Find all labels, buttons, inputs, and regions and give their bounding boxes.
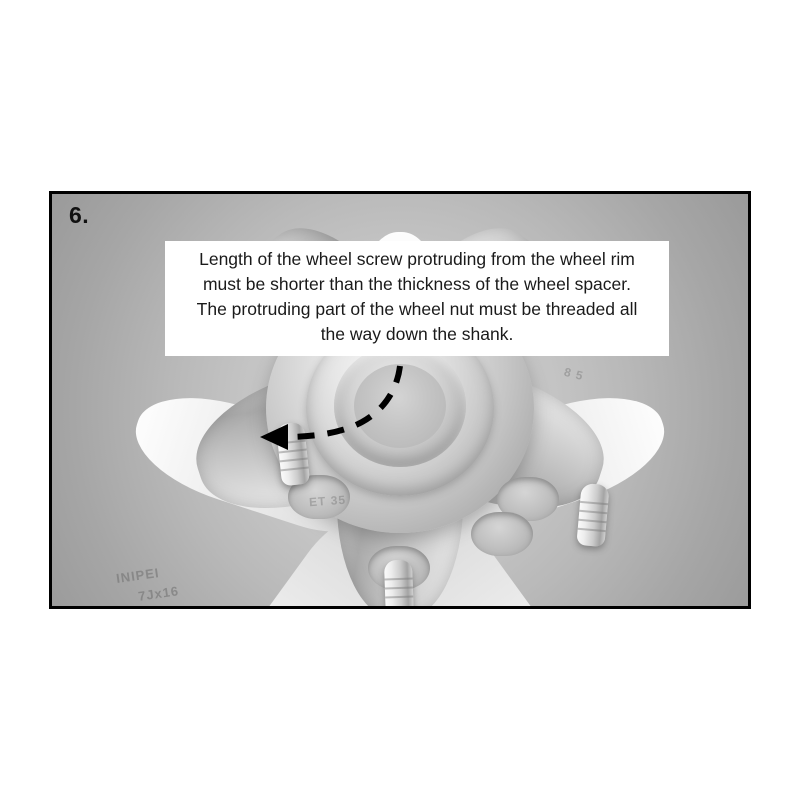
- wheel-stud: [384, 560, 414, 606]
- rim-marking-left: INIPEI: [115, 565, 161, 586]
- instruction-caption: [165, 241, 669, 356]
- wheel-hub-bore-inner: [354, 364, 446, 448]
- lug-seat: [471, 512, 533, 556]
- wheel-hub-bore: [334, 345, 466, 467]
- instruction-panel: [49, 191, 751, 609]
- step-number: 6.: [69, 202, 90, 228]
- rim-marking-left-secondary: 7Jx16: [137, 583, 180, 604]
- caption-line-1: Length of the wheel screw protruding from the wheel rim: [199, 249, 635, 269]
- wheel-photo: [52, 194, 748, 606]
- caption-line-2: must be shorter than the thickness of the wheel spacer.: [202, 274, 631, 294]
- rim-marking-right: 8 5: [562, 364, 586, 384]
- hub-marking: ET 35: [308, 492, 347, 510]
- wheel-stud: [576, 483, 609, 547]
- caption-line-3: The protruding part of the wheel nut must be threaded all: [196, 299, 638, 319]
- caption-line-4: the way down the shank.: [320, 324, 514, 344]
